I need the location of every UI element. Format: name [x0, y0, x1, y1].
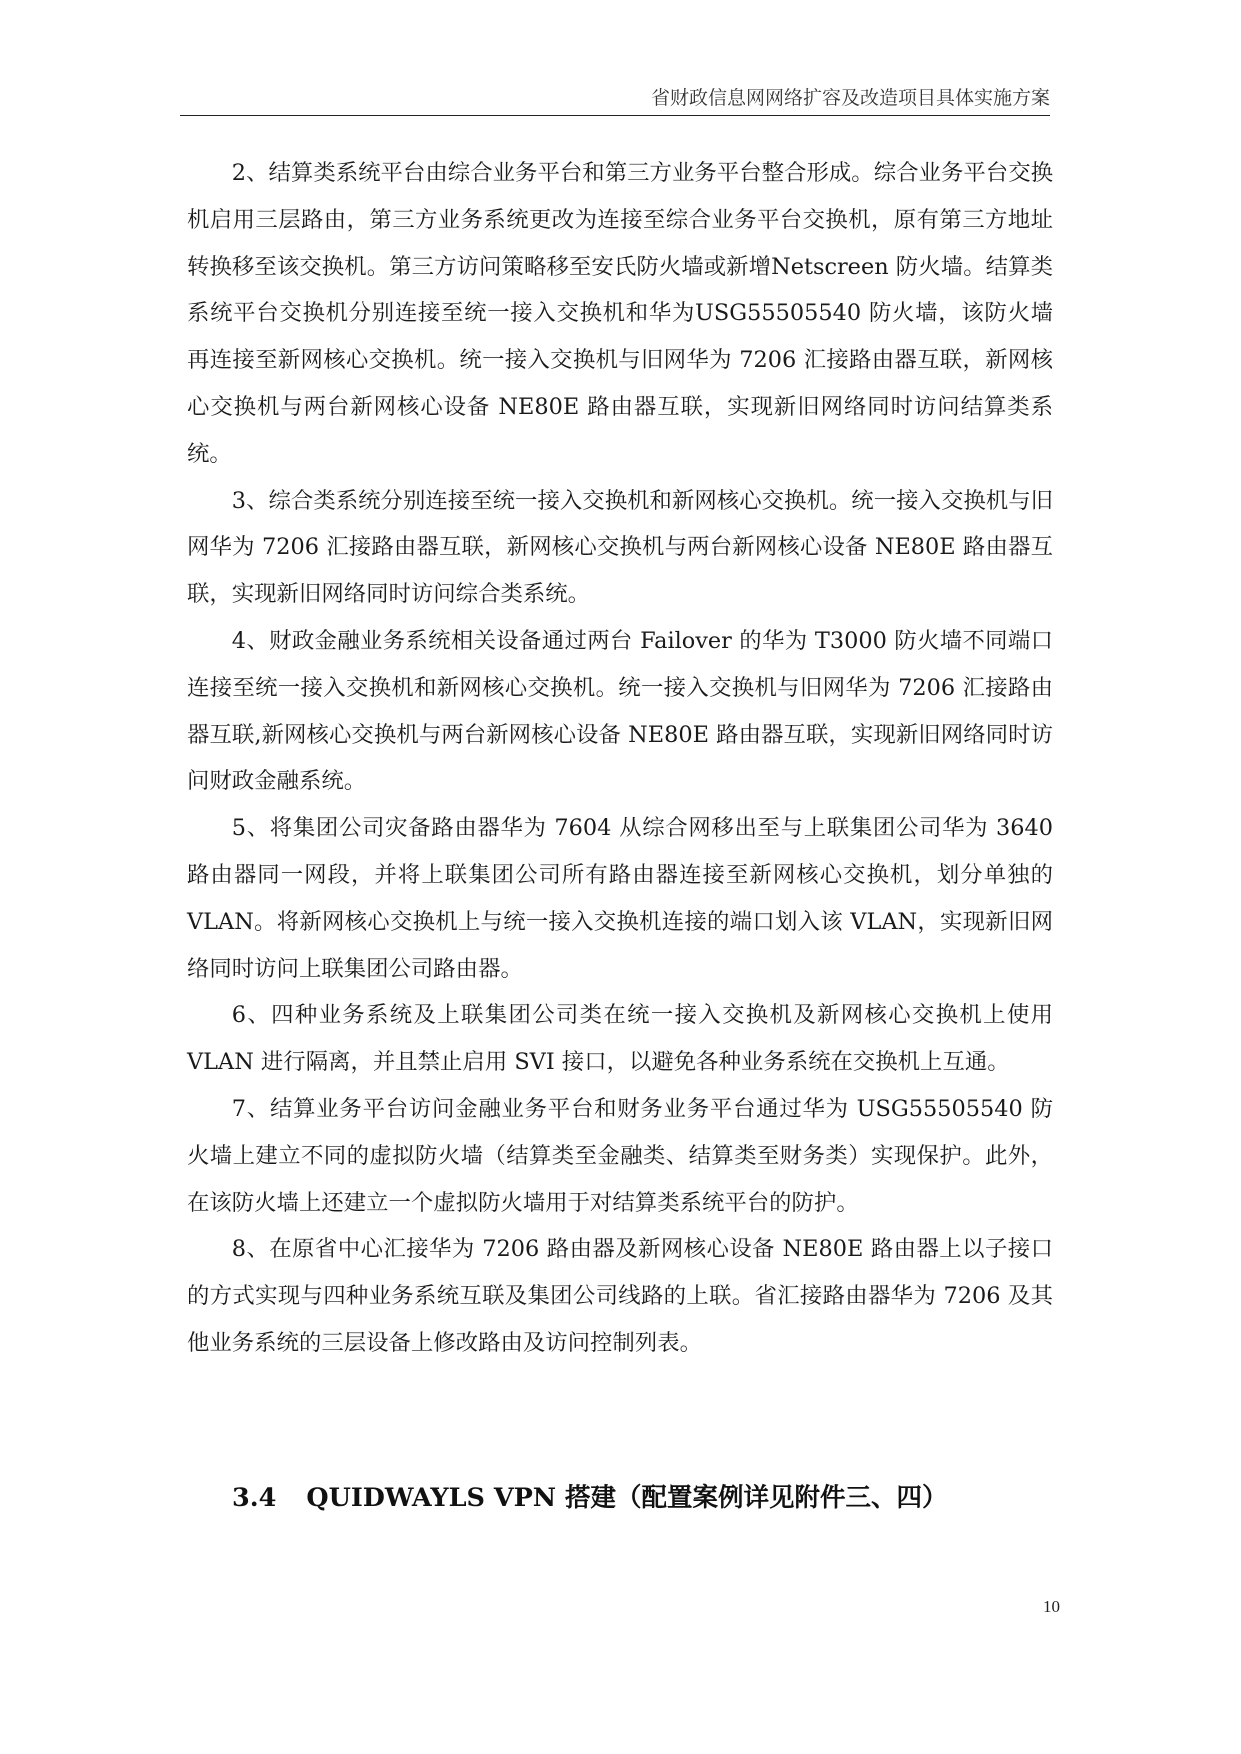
page-number: 10: [1043, 1597, 1060, 1616]
section-number: 3.4: [232, 1483, 277, 1513]
page-header: 省财政信息网网络扩容及改造项目具体实施方案: [180, 83, 1050, 116]
body-text: [187, 150, 1053, 1367]
paragraph-4: 4、财政金融业务系统相关设备通过两台 Failover 的华为 T3000 防火墙不同端口连接至统一接入交换机和新网核心交换机。统一接入交换机与旧网华为 7206 汇接路由器互联,新网核心交换机与两台新网核心设备 NE80E 路由器互联，实现新旧网络同时访问财政金融系统。: [187, 627, 1053, 795]
paragraph-2: 2、结算类系统平台由综合业务平台和第三方业务平台整合形成。综合业务平台交换机启用三层路由，第三方业务系统更改为连接至综合业务平台交换机，原有第三方地址转换移至该交换机。第三方访问策略移至安氏防火墙或新增Netscreen 防火墙。结算类系统平台交换机分别连接至统一接入交换机和华为USG55505540 防火墙，该防火墙再连接至新网核心交换机。统一接入交换机与旧网华为 7206 汇接路由器互联，新网核心交换机与两台新网核心设备 NE80E 路由器互联，实现新旧网络同时访问结算类系统。: [187, 160, 1053, 467]
paragraph-7: 7、结算业务平台访问金融业务平台和财务业务平台通过华为 USG55505540 防火墙上建立不同的虚拟防火墙（结算类至金融类、结算类至财务类）实现保护。此外，在该防火墙上还建立一个虚拟防火墙用于对结算类系统平台的防护。: [187, 1095, 1053, 1216]
paragraph-8: 8、在原省中心汇接华为 7206 路由器及新网核心设备 NE80E 路由器上以子接口的方式实现与四种业务系统互联及集团公司线路的上联。省汇接路由器华为 7206 及其他业务系统的三层设备上修改路由及访问控制列表。: [187, 1236, 1053, 1356]
section-title: QUIDWAYLS VPN 搭建（配置案例详见附件三、四）: [306, 1483, 948, 1513]
paragraph-5: 5、将集团公司灾备路由器华为 7604 从综合网移出至与上联集团公司华为 3640 路由器同一网段，并将上联集团公司所有路由器连接至新网核心交换机，划分单独的 VLAN。将新网核心交换机上与统一接入交换机连接的端口划入该 VLAN，实现新旧网络同时访问上联集团公司路由器。: [187, 815, 1053, 982]
paragraph-3: 3、综合类系统分别连接至统一接入交换机和新网核心交换机。统一接入交换机与旧网华为 7206 汇接路由器互联，新网核心交换机与两台新网核心设备 NE80E 路由器互联，实现新旧网络同时访问综合类系统。: [187, 487, 1053, 608]
section-heading: [232, 1478, 1052, 1518]
paragraph-6: 6、四种业务系统及上联集团公司类在统一接入交换机及新网核心交换机上使用 VLAN 进行隔离，并且禁止启用 SVI 接口，以避免各种业务系统在交换机上互通。: [187, 1002, 1053, 1076]
